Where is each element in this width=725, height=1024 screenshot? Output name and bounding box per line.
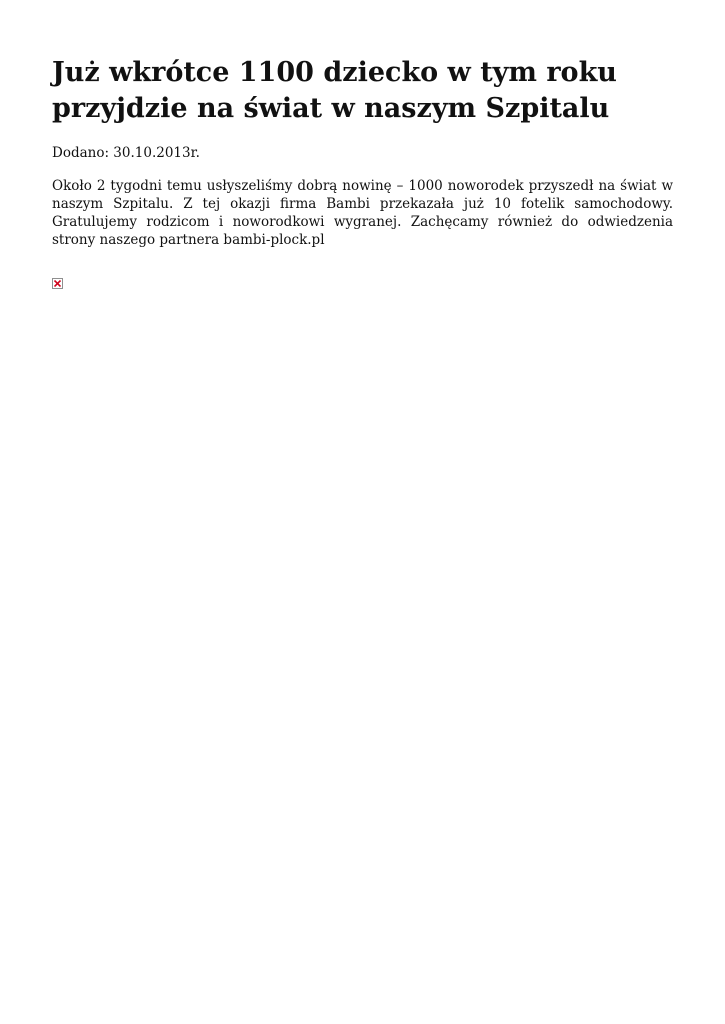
broken-image-icon	[52, 278, 63, 289]
broken-image-x-mark	[54, 280, 61, 287]
article-body: Około 2 tygodni temu usłyszeliśmy dobrą nowinę – 1000 noworodek przyszedł na świat w naszym Szpitalu. Z tej okazji firma Bambi przekazała już 10 fotelik samochodowy. Gratulujemy rodzicom i noworodkowi wygranej. Zachęcamy również do odwiedzenia strony naszego partnera bambi-plock.pl	[52, 178, 673, 248]
date-added: Dodano: 30.10.2013r.	[52, 145, 200, 161]
article-title: Już wkrótce 1100 dziecko w tym roku przyjdzie na świat w naszym Szpitalu	[52, 57, 617, 124]
